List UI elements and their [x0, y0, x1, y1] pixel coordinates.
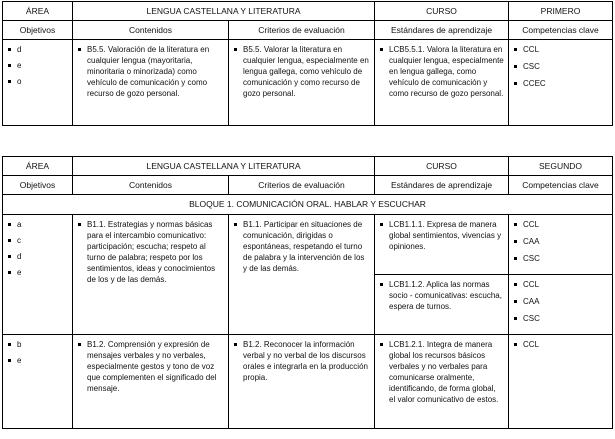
- contenidos-cell: [73, 215, 229, 335]
- list-item: b: [7, 339, 68, 350]
- list-item: B5.5. Valoración de la literatura en cualquier lengua (mayoritaria, minoritaria o minorizada) como vehículo de comunicación y como recurso de gozo personal.: [77, 44, 224, 99]
- list-item: d: [7, 251, 68, 262]
- header-subject: LENGUA CASTELLANA Y LITERATURA: [73, 2, 375, 21]
- header-level: PRIMERO: [509, 2, 613, 21]
- estandares-cell: [375, 40, 509, 126]
- curriculum-table-segundo: [2, 156, 613, 429]
- list-item: LCB1.1.2. Aplica las normas socio - comunicativas: escucha, espera de turnos.: [379, 279, 504, 312]
- header-area: ÁREA: [3, 2, 73, 21]
- contenidos-cell: [73, 40, 229, 126]
- header-competencias: Competencias clave: [509, 21, 613, 40]
- list-item: CCL: [513, 44, 608, 55]
- header-estandares: Estándares de aprendizaje: [375, 176, 509, 195]
- estandares-cell: [375, 215, 509, 275]
- header-objetivos: Objetivos: [3, 176, 73, 195]
- objetivos-cell: [3, 40, 73, 126]
- list-item: CAA: [513, 296, 608, 307]
- objetivos-cell: [3, 215, 73, 335]
- header-level: SEGUNDO: [509, 157, 613, 176]
- list-item: CSC: [513, 313, 608, 324]
- competencias-cell: [509, 275, 613, 335]
- list-item: B1.1. Estrategias y normas básicas para el intercambio comunicativo: participación; escucha; respeto al turno de palabra; respeto por los sentimientos, ideas y conocimientos de los y de las demás.: [77, 219, 224, 285]
- competencias-cell: [509, 40, 613, 126]
- estandares-cell: [375, 275, 509, 335]
- list-item: e: [7, 267, 68, 278]
- list-item: o: [7, 76, 68, 87]
- list-item: a: [7, 219, 68, 230]
- header-course: CURSO: [375, 157, 509, 176]
- list-item: e: [7, 60, 68, 71]
- header-contenidos: Contenidos: [73, 21, 229, 40]
- list-item: B5.5. Valorar la literatura en cualquier lengua, especialmente en lengua gallega, como vehículo de comunicación y como recurso de gozo personal.: [233, 44, 370, 99]
- list-item: e: [7, 355, 68, 366]
- list-item: CCL: [513, 279, 608, 290]
- list-item: c: [7, 235, 68, 246]
- header-objetivos: Objetivos: [3, 21, 73, 40]
- list-item: CCL: [513, 339, 608, 350]
- list-item: d: [7, 44, 68, 55]
- header-criterios: Criterios de evaluación: [229, 176, 375, 195]
- list-item: LCB1.2.1. Integra de manera global los recursos básicos verbales y no verbales para comunicarse oralmente, identificando, de forma global, el valor comunicativo de estos.: [379, 339, 504, 405]
- criterios-cell: [229, 215, 375, 335]
- header-competencias: Competencias clave: [509, 176, 613, 195]
- contenidos-cell: [73, 335, 229, 429]
- list-item: CCEC: [513, 78, 608, 89]
- criterios-cell: [229, 40, 375, 126]
- list-item: LCB1.1.1. Expresa de manera global sentimientos, vivencias y opiniones.: [379, 219, 504, 252]
- competencias-cell: [509, 335, 613, 429]
- criterios-cell: [229, 335, 375, 429]
- list-item: B1.2. Reconocer la información verbal y no verbal de los discursos orales e integrarla en la producción propia.: [233, 339, 370, 383]
- header-area: ÁREA: [3, 157, 73, 176]
- list-item: CSC: [513, 61, 608, 72]
- header-course: CURSO: [375, 2, 509, 21]
- header-contenidos: Contenidos: [73, 176, 229, 195]
- objetivos-cell: [3, 335, 73, 429]
- list-item: CSC: [513, 253, 608, 264]
- list-item: B1.1. Participar en situaciones de comunicación, dirigidas o espontáneas, respetando el turno de palabra y la intervención de los y de las demás.: [233, 219, 370, 274]
- list-item: CAA: [513, 236, 608, 247]
- header-subject: LENGUA CASTELLANA Y LITERATURA: [73, 157, 375, 176]
- list-item: LCB5.5.1. Valora la literatura en cualquier lengua, especialmente en lengua gallega, como vehículo de comunicación y como recurso de gozo personal.: [379, 44, 504, 99]
- list-item: CCL: [513, 219, 608, 230]
- block-title: BLOQUE 1. COMUNICACIÓN ORAL. HABLAR Y ESCUCHAR: [3, 195, 613, 215]
- header-criterios: Criterios de evaluación: [229, 21, 375, 40]
- list-item: B1.2. Comprensión y expresión de mensajes verbales y no verbales, especialmente gestos y tono de voz que complementen el significado del mensaje.: [77, 339, 224, 394]
- header-estandares: Estándares de aprendizaje: [375, 21, 509, 40]
- competencias-cell: [509, 215, 613, 275]
- curriculum-table-primero: [2, 1, 613, 126]
- estandares-cell: [375, 335, 509, 429]
